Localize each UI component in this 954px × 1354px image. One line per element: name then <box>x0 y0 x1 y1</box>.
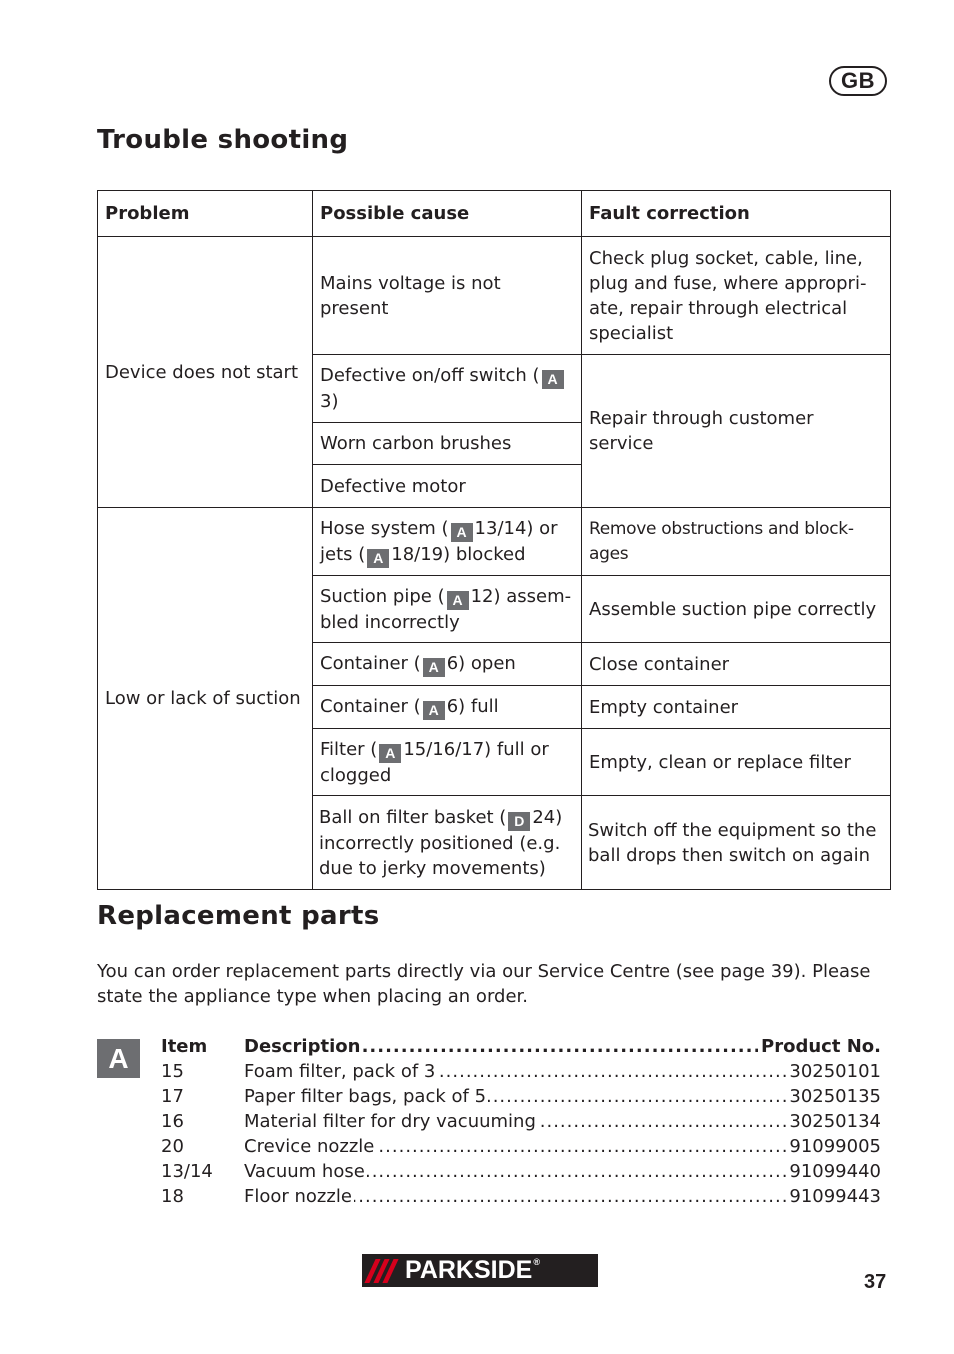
part-description: Crevice nozzle <box>244 1136 375 1157</box>
fix-cell: Empty, clean or replace filter <box>582 729 891 796</box>
cause-cell: Suction pipe ( A 12) assem-bled incorrectly <box>313 576 582 643</box>
parts-header-product-no: Product No. <box>758 1034 881 1059</box>
replacement-intro-text: You can order replacement parts directly via our Service Centre (see page 39). Please state the appliance type when placing an order. <box>97 961 871 1007</box>
part-item: 20 <box>161 1136 184 1157</box>
section-title-trouble-shooting: Trouble shooting <box>97 125 349 155</box>
fix-cell: Check plug socket, cable, line, plug and fuse, where appropri-ate, repair through electrical specialist <box>582 237 891 355</box>
parts-header-row <box>161 1034 881 1059</box>
part-product-no: 91099440 <box>786 1159 881 1184</box>
parkside-logo <box>362 1254 598 1287</box>
figure-ref-badge: A <box>447 591 469 610</box>
part-product-no: 91099005 <box>786 1134 881 1159</box>
part-item: 15 <box>161 1061 184 1082</box>
cause-cell: Defective on/off switch ( A3) <box>313 355 582 423</box>
table-header-row <box>98 191 891 237</box>
logo-stripes-icon <box>370 1259 397 1283</box>
section-title-replacement-parts: Replacement parts <box>97 901 380 931</box>
fix-cell: Assemble suction pipe correctly <box>582 576 891 643</box>
figure-ref-badge: A <box>423 701 445 720</box>
parts-header-description: Description <box>244 1036 361 1057</box>
figure-ref-badge: A <box>423 658 445 677</box>
registered-mark: ® <box>533 1257 540 1267</box>
part-item: 17 <box>161 1086 184 1107</box>
fix-cell: Repair through customer service <box>582 355 891 508</box>
fix-cell: Switch off the equipment so the ball drops then switch on again <box>582 796 891 890</box>
header-fault-correction: Fault correction <box>582 191 891 237</box>
list-item <box>161 1184 881 1209</box>
figure-ref-badge: A <box>542 370 564 389</box>
table-row <box>98 508 891 576</box>
part-item: 16 <box>161 1111 184 1132</box>
cause-cell: Container ( A 6) open <box>313 643 582 686</box>
part-item: 18 <box>161 1186 184 1207</box>
fix-cell: Close container <box>582 643 891 686</box>
brand-name: PARKSIDE <box>405 1256 533 1284</box>
fix-cell: Remove obstructions and block-ages <box>582 508 891 576</box>
part-product-no: 30250134 <box>786 1109 881 1134</box>
cause-cell: Mains voltage is not present <box>313 237 582 355</box>
parts-header-item: Item <box>161 1036 208 1057</box>
problem-cell: Device does not start <box>98 237 313 508</box>
page-number: 37 <box>864 1271 887 1293</box>
figure-ref-badge: A <box>379 744 401 763</box>
list-item <box>161 1159 881 1184</box>
cause-cell: Hose system ( A 13/14) or jets ( A 18/19) blocked <box>313 508 582 576</box>
part-product-no: 91099443 <box>786 1184 881 1209</box>
cause-cell: Defective motor <box>313 465 582 508</box>
cause-cell: Worn carbon brushes <box>313 423 582 465</box>
part-description: Paper filter bags, pack of 5 <box>244 1086 487 1107</box>
header-problem: Problem <box>98 191 313 237</box>
part-description: Material filter for dry vacuuming <box>244 1111 536 1132</box>
table-row <box>98 237 891 355</box>
part-description: Floor nozzle <box>244 1186 352 1207</box>
figure-ref-badge: A <box>97 1039 140 1078</box>
part-description: Foam filter, pack of 3 <box>244 1061 436 1082</box>
header-possible-cause: Possible cause <box>313 191 582 237</box>
list-item <box>161 1084 881 1109</box>
part-description: Vacuum hose <box>244 1161 365 1182</box>
part-product-no: 30250101 <box>786 1059 881 1084</box>
figure-ref-badge: A <box>451 523 473 542</box>
cause-cell: Ball on filter basket ( D 24) incorrectly positioned (e.g. due to jerky movements) <box>313 796 582 890</box>
figure-ref-badge: A <box>367 549 389 568</box>
part-product-no: 30250135 <box>786 1084 881 1109</box>
part-item: 13/14 <box>161 1161 213 1182</box>
figure-ref-badge: D <box>508 812 530 831</box>
troubleshooting-table <box>97 190 891 890</box>
parts-list <box>161 1034 881 1209</box>
language-badge: GB <box>829 66 887 96</box>
list-item <box>161 1059 881 1084</box>
fix-cell: Empty container <box>582 686 891 729</box>
list-item <box>161 1134 881 1159</box>
list-item <box>161 1109 881 1134</box>
cause-cell: Filter ( A 15/16/17) full or clogged <box>313 729 582 796</box>
cause-cell: Container ( A 6) full <box>313 686 582 729</box>
problem-cell: Low or lack of suction <box>98 508 313 890</box>
